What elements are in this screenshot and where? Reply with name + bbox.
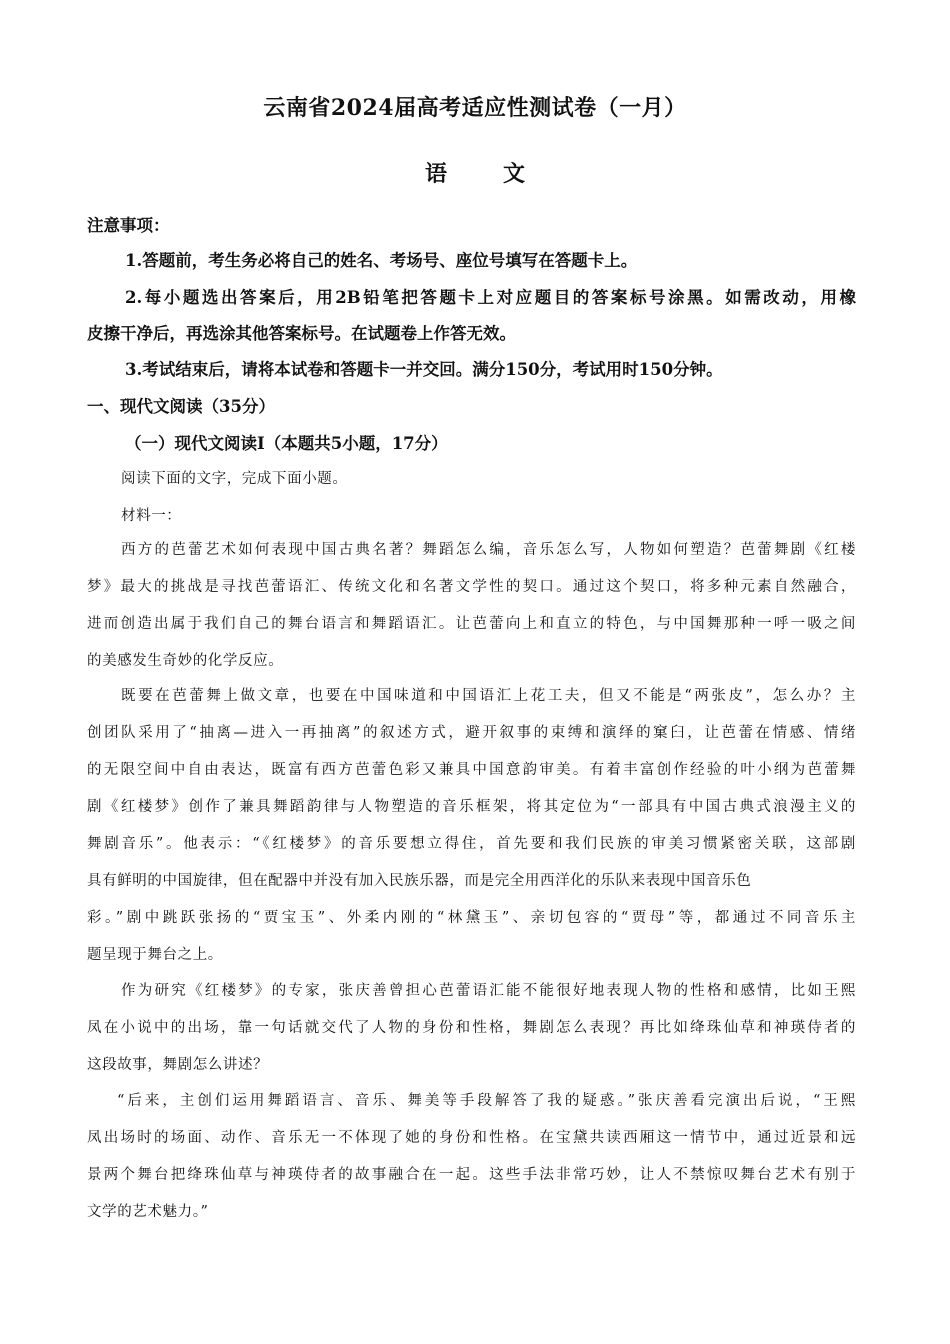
passage-line: 作为研究《红楼梦》的专家，张庆善曾担心芭蕾语汇能不能很好地表现人物的性格和感情，比如王熙 <box>121 983 856 999</box>
passage-line: 凤出场时的场面、动作、音乐无一不体现了她的身份和性格。在宝黛共读西厢这一情节中，通过近景和远 <box>87 1130 856 1146</box>
passage-line: 舞剧音乐”。他表示：“《红楼梦》的音乐要想立得住，首先要和我们民族的审美习惯紧密关联，这部剧 <box>87 836 856 852</box>
passage-line: “后来，主创们运用舞蹈语言、音乐、舞美等手段解答了我的疑惑。”张庆善看完演出后说，“王熙 <box>117 1093 856 1109</box>
notice-item-1: 1.答题前，考生务必将自己的姓名、考场号、座位号填写在答题卡上。 <box>125 251 638 270</box>
passage-line: 进而创造出属于我们自己的舞台语言和舞蹈语汇。让芭蕾向上和直立的特色，与中国舞那种一呼一吸之间 <box>87 616 856 632</box>
passage-line: 剧《红楼梦》创作了兼具舞蹈韵律与人物塑造的音乐框架，将其定位为“一部具有中国古典式浪漫主义的 <box>87 799 856 815</box>
reading-instruction: 阅读下面的文字，完成下面小题。 <box>121 471 348 487</box>
section-heading: 一、现代文阅读（35分） <box>87 397 275 416</box>
passage-line: 彩。”剧中跳跃张扬的“贾宝玉”、外柔内刚的“林黛玉”、亲切包容的“贾母”等，都通过不同音乐主 <box>87 910 856 926</box>
passage-line: 景两个舞台把绛珠仙草与神瑛侍者的故事融合在一起。这些手法非常巧妙，让人不禁惊叹舞台艺术有别于 <box>87 1167 856 1183</box>
notice-item-3: 3.考试结束后，请将本试卷和答题卡一并交回。满分150分，考试用时150分钟。 <box>125 360 723 379</box>
passage-line: 这段故事，舞剧怎么讲述？ <box>87 1057 269 1073</box>
passage-line: 西方的芭蕾艺术如何表现中国古典名著？舞蹈怎么编，音乐怎么写，人物如何塑造？芭蕾舞剧《红楼 <box>121 542 856 558</box>
passage-line: 既要在芭蕾舞上做文章，也要在中国味道和中国语汇上花工夫，但又不能是“两张皮”，怎么办？主 <box>121 688 856 704</box>
exam-title: 云南省2024届高考适应性测试卷（一月） <box>263 95 687 121</box>
subject-title: 语文 <box>424 161 581 187</box>
notice-item-2-line-2: 皮擦干净后，再选涂其他答案标号。在试题卷上作答无效。 <box>87 324 516 343</box>
passage-line: 具有鲜明的中国旋律，但在配器中并没有加入民族乐器，而是完全用西洋化的乐队来表现中国音乐色 <box>87 873 752 889</box>
passage-line: 梦》最大的挑战是寻找芭蕾语汇、传统文化和名著文学性的契口。通过这个契口，将多种元素自然融合， <box>87 579 856 595</box>
passage-line: 创团队采用了“抽离—进入一再抽离”的叙述方式，避开叙事的束缚和演绎的窠臼，让芭蕾在情感、情绪 <box>87 725 856 741</box>
subsection-heading: （一）现代文阅读Ⅰ（本题共5小题，17分） <box>125 434 448 453</box>
passage-line: 文学的艺术魅力。” <box>87 1204 209 1220</box>
passage-line: 的无限空间中自由表达，既富有西方芭蕾色彩又兼具中国意韵审美。有着丰富创作经验的叶小纲为芭蕾舞 <box>87 762 856 778</box>
passage-line: 题呈现于舞台之上。 <box>87 947 223 963</box>
notice-item-2-line-1: 2.每小题选出答案后，用2B铅笔把答题卡上对应题目的答案标号涂黑。如需改动，用橡 <box>125 288 856 307</box>
passage-line: 的美感发生奇妙的化学反应。 <box>87 653 284 669</box>
material-label: 材料一： <box>121 508 182 524</box>
passage-line: 凤在小说中的出场，靠一句话就交代了人物的身份和性格，舞剧怎么表现？再比如绛珠仙草和神瑛侍者的 <box>87 1020 856 1036</box>
notice-heading: 注意事项： <box>87 216 170 235</box>
